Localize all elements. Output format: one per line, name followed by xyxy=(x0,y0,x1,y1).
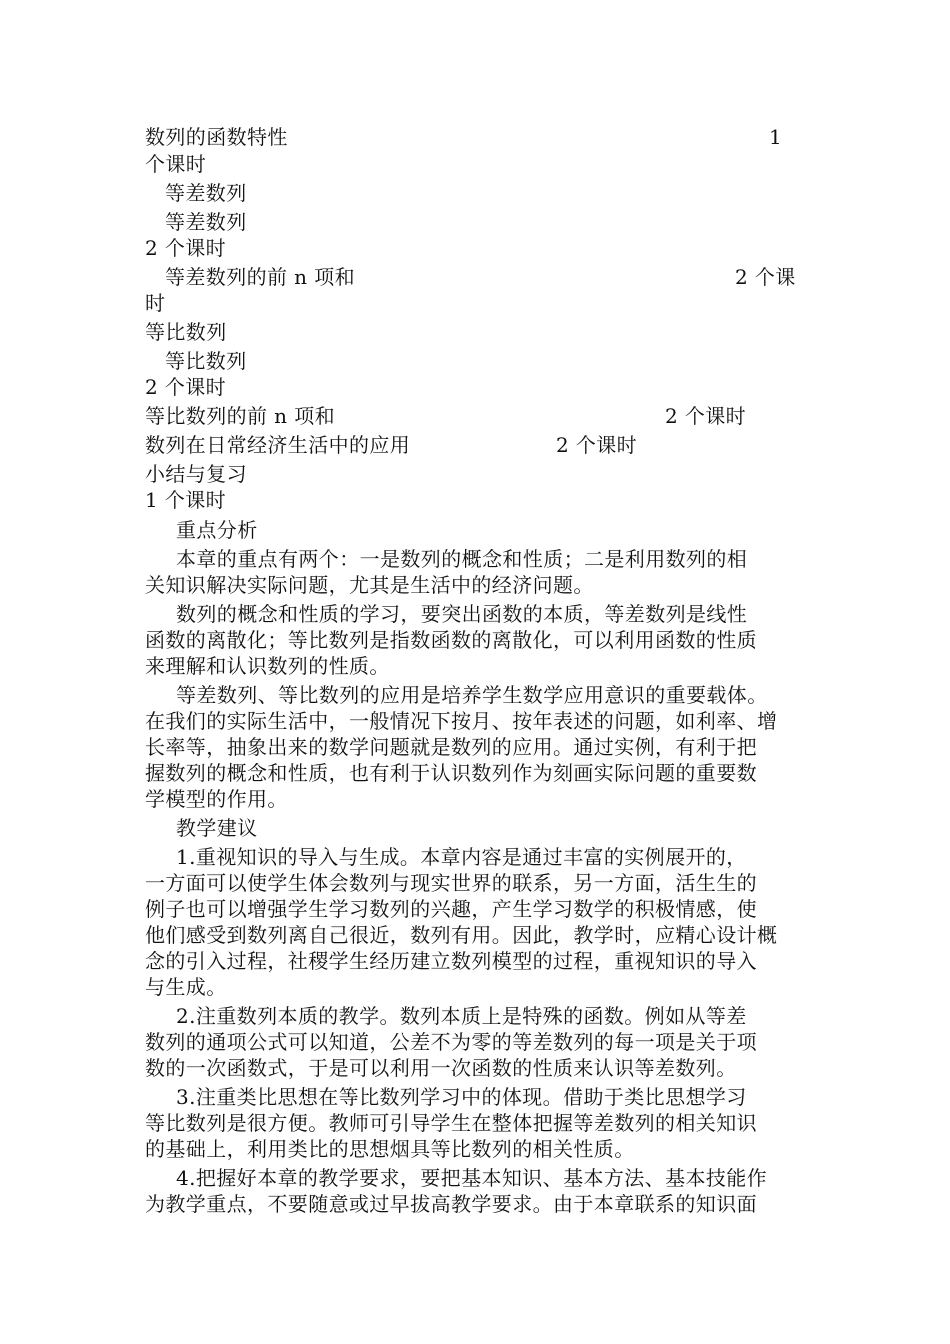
paragraph-line: 本章的重点有两个：一是数列的概念和性质；二是利用数列的相 xyxy=(176,547,748,571)
toc-item-hours: 2 个课时 xyxy=(556,433,638,457)
toc-item-hours: 2 个课 xyxy=(735,265,796,289)
section-heading: 重点分析 xyxy=(176,518,258,542)
toc-item-hours: 时 xyxy=(145,291,166,315)
paragraph-line: 为教学重点，不要随意或过早拔高教学要求。由于本章联系的知识面 xyxy=(145,1192,757,1216)
paragraph-line: 长率等，抽象出来的数学问题就是数列的应用。通过实例，有利于把 xyxy=(145,735,757,759)
toc-item-hours: 1 个课时 xyxy=(145,488,227,512)
paragraph-line: 一方面可以使学生体会数列与现实世界的联系，另一方面，活生生的 xyxy=(145,871,757,895)
paragraph-line: 在我们的实际生活中，一般情况下按月、按年表述的问题，如利率、增 xyxy=(145,709,778,733)
paragraph-line: 念的引入过程，社稷学生经历建立数列模型的过程，重视知识的导入 xyxy=(145,949,757,973)
toc-item-hours: 1 xyxy=(769,125,783,149)
toc-item-title: 小结与复习 xyxy=(145,462,247,486)
paragraph-line: 4.把握好本章的教学要求，要把基本知识、基本方法、基本技能作 xyxy=(176,1166,768,1190)
paragraph-line: 学模型的作用。 xyxy=(145,787,288,811)
paragraph-line: 数的一次函数式，于是可以利用一次函数的性质来认识等差数列。 xyxy=(145,1056,737,1080)
toc-item-title: 等差数列 xyxy=(165,181,247,205)
paragraph-line: 例子也可以增强学生学习数列的兴趣，产生学习数学的积极情感，使 xyxy=(145,897,757,921)
toc-item-hours: 个课时 xyxy=(145,152,207,176)
section-heading: 教学建议 xyxy=(176,816,258,840)
paragraph-line: 1.重视知识的导入与生成。本章内容是通过丰富的实例展开的， xyxy=(176,845,747,869)
toc-item-title: 等比数列的前 n 项和 xyxy=(145,404,335,428)
paragraph-line: 等比数列是很方便。教师可引导学生在整体把握等差数列的相关知识 xyxy=(145,1111,757,1135)
paragraph-line: 函数的离散化；等比数列是指数函数的离散化，可以利用函数的性质 xyxy=(145,628,757,652)
paragraph-line: 握数列的概念和性质，也有利于认识数列作为刻画实际问题的重要数 xyxy=(145,761,757,785)
paragraph-line: 2.注重数列本质的教学。数列本质上是特殊的函数。例如从等差 xyxy=(176,1004,747,1028)
toc-item-title: 数列的函数特性 xyxy=(145,125,288,149)
paragraph-line: 的基础上，利用类比的思想烟具等比数列的相关性质。 xyxy=(145,1137,635,1161)
paragraph-line: 他们感受到数列离自己很近，数列有用。因此，教学时，应精心设计概 xyxy=(145,923,778,947)
toc-item-title: 等差数列的前 n 项和 xyxy=(165,265,355,289)
paragraph-line: 等差数列、等比数列的应用是培养学生数学应用意识的重要载体。 xyxy=(176,683,768,707)
toc-item-title: 数列在日常经济生活中的应用 xyxy=(145,433,411,457)
paragraph-line: 3.注重类比思想在等比数列学习中的体现。借助于类比思想学习 xyxy=(176,1085,747,1109)
toc-item-hours: 2 个课时 xyxy=(145,375,227,399)
paragraph-line: 来理解和认识数列的性质。 xyxy=(145,654,390,678)
paragraph-line: 与生成。 xyxy=(145,975,227,999)
toc-item-title: 等比数列 xyxy=(165,349,247,373)
toc-item-hours: 2 个课时 xyxy=(665,404,747,428)
paragraph-line: 关知识解决实际问题，尤其是生活中的经济问题。 xyxy=(145,573,594,597)
toc-item-title: 等比数列 xyxy=(145,320,227,344)
paragraph-line: 数列的概念和性质的学习，要突出函数的本质，等差数列是线性 xyxy=(176,602,748,626)
paragraph-line: 数列的通项公式可以知道，公差不为零的等差数列的每一项是关于项 xyxy=(145,1030,757,1054)
toc-item-title: 等差数列 xyxy=(165,210,247,234)
toc-item-hours: 2 个课时 xyxy=(145,236,227,260)
